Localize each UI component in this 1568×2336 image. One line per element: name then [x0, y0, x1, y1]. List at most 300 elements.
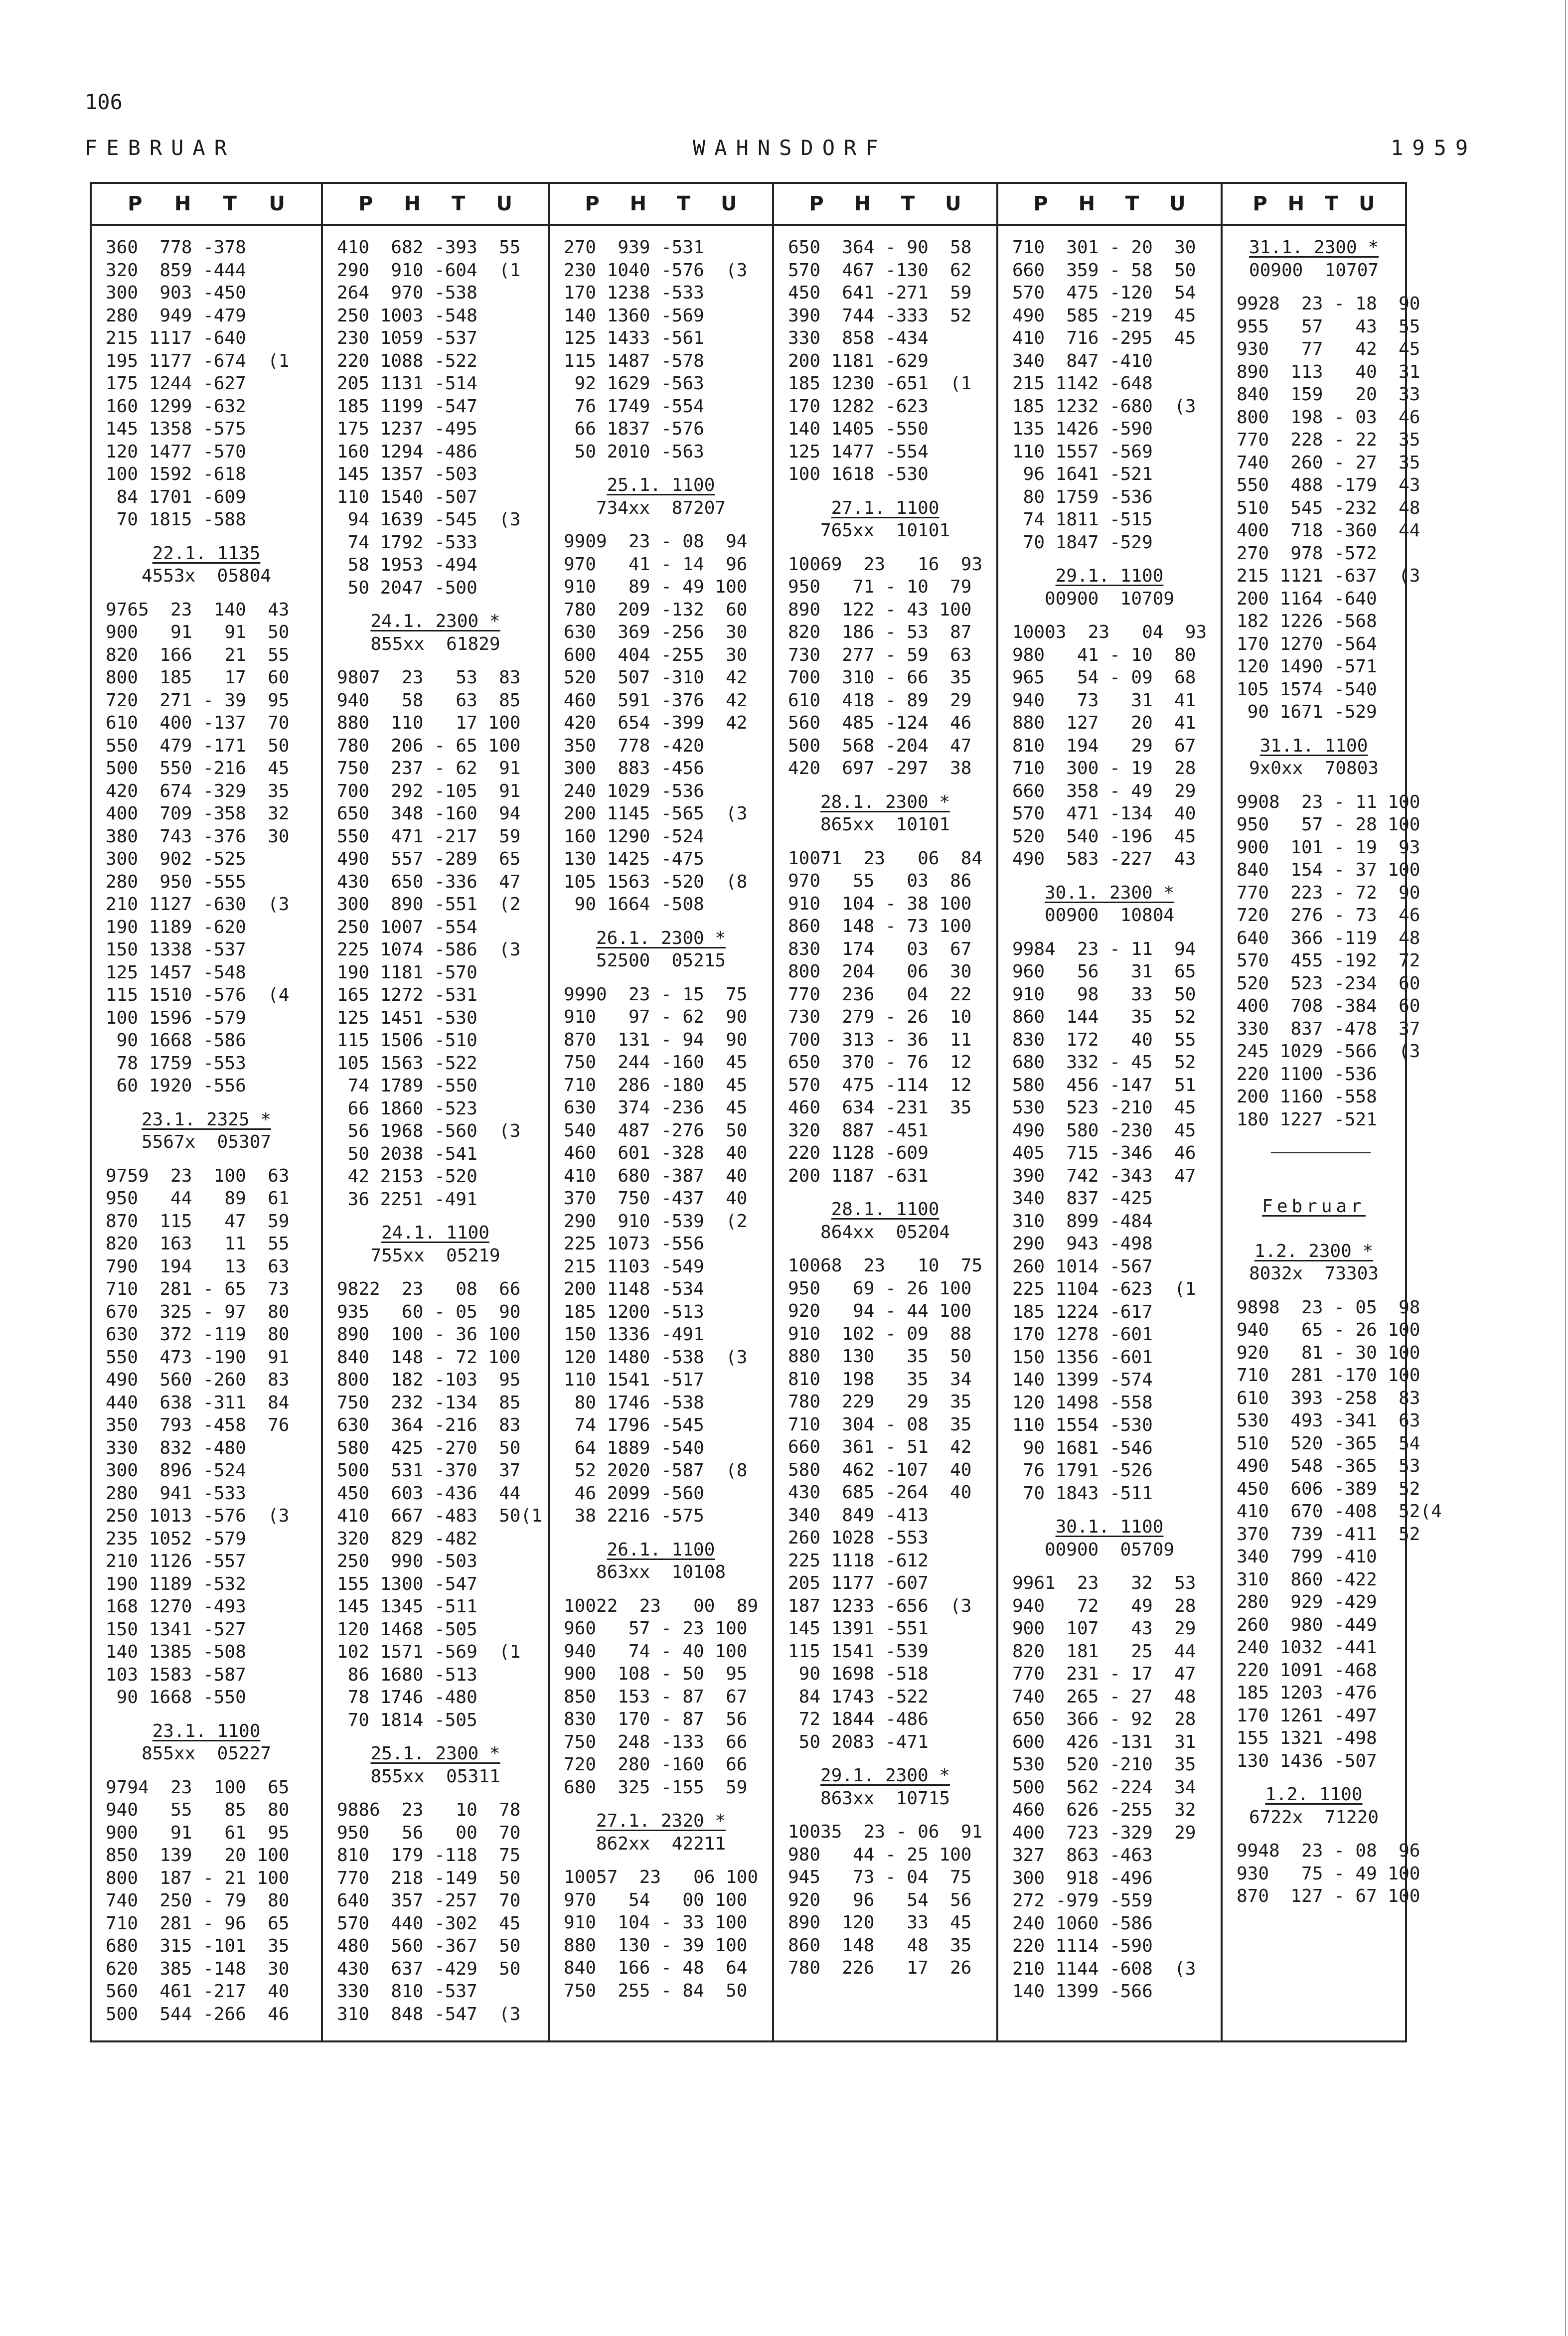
column-head [92, 184, 321, 224]
column-head [323, 184, 548, 224]
data-row: 205 1131 -514 [337, 373, 477, 394]
data-row: 870 115 47 59 [106, 1211, 290, 1232]
data-row: 90 1698 -518 [788, 1664, 929, 1684]
spacer [788, 486, 996, 497]
data-row: 300 896 -524 [106, 1460, 246, 1481]
data-row: 550 473 -190 91 [106, 1347, 290, 1368]
spacer [1237, 1229, 1405, 1240]
station-code: 765xx 10101 [820, 520, 950, 541]
data-row: 264 970 -538 [337, 283, 477, 303]
header-month: FEBRUAR [85, 136, 236, 160]
data-row: 960 56 31 65 [1012, 961, 1196, 982]
data-row: 490 548 -365 53 [1237, 1456, 1420, 1476]
data-row: 230 1059 -537 [337, 328, 477, 348]
data-row: 500 568 -204 47 [788, 735, 972, 756]
data-row: 600 426 -131 31 [1012, 1731, 1196, 1752]
data-row: 740 250 - 79 80 [106, 1890, 290, 1911]
data-row: 410 670 -408 52(4 [1237, 1501, 1442, 1522]
data-row: 330 858 -434 [788, 328, 929, 348]
data-row: 870 131 - 94 90 [564, 1029, 748, 1050]
data-row: 750 237 - 62 91 [337, 758, 521, 779]
data-row: 500 531 -370 37 [337, 1460, 521, 1481]
data-row: 700 292 -105 91 [337, 780, 521, 801]
sounding-date-time: 30.1. 2300 * [1044, 882, 1175, 903]
data-row: 840 166 - 48 64 [564, 1958, 748, 1978]
data-row: 800 182 -103 95 [337, 1370, 521, 1390]
sounding-date-time: 29.1. 2300 * [820, 1765, 950, 1786]
data-row: 270 939 -531 [564, 237, 704, 258]
data-row: 102 1571 -569 (1 [337, 1642, 521, 1662]
data-row: 935 60 - 05 90 [337, 1301, 521, 1322]
data-row: 84 1701 -609 [106, 486, 246, 507]
data-row: 9794 23 100 65 [106, 1777, 290, 1798]
data-row: 800 204 06 30 [788, 961, 972, 982]
data-row: 430 685 -264 40 [788, 1482, 972, 1503]
data-row: 860 148 - 73 100 [788, 916, 972, 936]
data-row: 10022 23 00 89 [564, 1595, 759, 1616]
column-head-u: U [721, 192, 737, 215]
data-row: 225 1104 -623 (1 [1012, 1279, 1196, 1299]
data-row: 74 1811 -515 [1012, 509, 1153, 530]
data-row: 185 1224 -617 [1012, 1301, 1153, 1322]
data-row: 460 601 -328 40 [564, 1143, 748, 1163]
spacer [564, 519, 772, 530]
data-row: 680 332 - 45 52 [1012, 1052, 1196, 1073]
column-head-u: U [1359, 192, 1375, 215]
data-row: 710 281 - 96 65 [106, 1913, 290, 1934]
data-row: 510 545 -232 48 [1237, 497, 1420, 518]
station-code: 00900 10709 [1044, 588, 1175, 609]
column-head-h: H [629, 192, 647, 215]
column-body [550, 236, 772, 2040]
data-row: 10068 23 10 75 [788, 1255, 983, 1276]
data-row: 520 540 -196 45 [1012, 826, 1196, 847]
data-row: 750 255 - 84 50 [564, 1980, 748, 2001]
data-row: 160 1299 -632 [106, 396, 246, 417]
data-row: 560 485 -124 46 [788, 713, 972, 733]
column-head [774, 184, 996, 224]
data-row: 800 185 17 60 [106, 667, 290, 688]
data-row: 780 226 17 26 [788, 1958, 972, 1978]
data-row: 970 54 00 100 [564, 1889, 748, 1910]
data-row: 145 1391 -551 [788, 1618, 929, 1639]
data-row: 50 2010 -563 [564, 441, 704, 462]
data-row: 670 325 - 97 80 [106, 1301, 290, 1322]
data-row: 880 110 17 100 [337, 713, 521, 733]
data-row: 410 682 -393 55 [337, 237, 521, 258]
data-row: 310 899 -484 [1012, 1211, 1153, 1232]
data-row: 340 847 -410 [1012, 350, 1153, 371]
data-row: 870 127 - 67 100 [1237, 1886, 1420, 1906]
data-row: 170 1261 -497 [1237, 1705, 1377, 1726]
data-row: 980 41 - 10 80 [1012, 644, 1196, 665]
data-row: 120 1498 -558 [1012, 1392, 1153, 1413]
data-row: 550 488 -179 43 [1237, 475, 1420, 495]
data-row: 390 744 -333 52 [788, 305, 972, 326]
sounding-date-time: 23.1. 2325 * [141, 1109, 272, 1130]
data-row: 710 281 - 65 73 [106, 1279, 290, 1299]
spacer [788, 1810, 996, 1821]
data-row: 168 1270 -493 [106, 1596, 246, 1617]
data-row: 800 198 - 03 46 [1237, 407, 1420, 428]
data-row: 300 903 -450 [106, 283, 246, 303]
header-year: 1959 [1391, 136, 1477, 160]
data-row: 660 359 - 58 50 [1012, 260, 1196, 281]
column-body [998, 236, 1221, 2040]
data-row: 340 849 -413 [788, 1505, 929, 1526]
data-row: 320 887 -451 [788, 1120, 929, 1141]
data-row: 320 859 -444 [106, 260, 246, 281]
data-row: 400 723 -329 29 [1012, 1822, 1196, 1843]
data-row: 10057 23 06 100 [564, 1867, 759, 1887]
spacer [106, 588, 321, 599]
data-row: 900 91 91 50 [106, 622, 290, 642]
data-row: 250 1013 -576 (3 [106, 1506, 290, 1526]
data-row: 630 369 -256 30 [564, 622, 748, 642]
data-row: 570 475 -120 54 [1012, 283, 1196, 303]
data-row: 950 57 - 28 100 [1237, 814, 1420, 835]
data-row: 780 206 - 65 100 [337, 735, 521, 756]
data-row: 260 1028 -553 [788, 1528, 929, 1548]
spacer [1012, 1505, 1221, 1516]
sounding-date-time: 26.1. 1100 [607, 1539, 715, 1560]
data-row: 660 358 - 49 29 [1012, 780, 1196, 801]
column-head-p: P [585, 192, 600, 215]
data-row: 52 2020 -587 (8 [564, 1460, 748, 1481]
data-row: 145 1345 -511 [337, 1596, 477, 1617]
data-row: 340 799 -410 [1237, 1547, 1377, 1567]
data-row: 110 1541 -517 [564, 1370, 704, 1390]
sounding-date-time: 30.1. 1100 [1055, 1517, 1164, 1537]
data-row: 450 606 -389 52 [1237, 1478, 1420, 1499]
data-row: 800 187 - 21 100 [106, 1868, 290, 1888]
column-head-h: H [1287, 192, 1305, 215]
data-row: 730 277 - 59 63 [788, 644, 972, 665]
spacer [1237, 780, 1405, 791]
spacer [337, 1267, 548, 1278]
data-row: 770 236 04 22 [788, 984, 972, 1005]
data-row: 145 1357 -503 [337, 464, 477, 484]
data-row: 200 1164 -640 [1237, 588, 1377, 609]
data-row: 810 179 -118 75 [337, 1845, 521, 1866]
data-row: 187 1233 -656 (3 [788, 1595, 972, 1616]
column-6 [1221, 184, 1442, 2040]
column-4 [772, 184, 996, 2040]
data-row: 640 366 -119 48 [1237, 928, 1420, 948]
data-row: 830 172 40 55 [1012, 1029, 1196, 1050]
column-head-h: H [1078, 192, 1096, 215]
data-row: 830 174 03 67 [788, 938, 972, 959]
data-row: 910 104 - 38 100 [788, 893, 972, 914]
data-row: 115 1510 -576 (4 [106, 985, 290, 1005]
spacer [1012, 554, 1221, 565]
data-row: 140 1405 -550 [788, 419, 929, 439]
data-row: 115 1506 -510 [337, 1030, 477, 1051]
data-row: 170 1270 -564 [1237, 633, 1377, 654]
data-row: 570 440 -302 45 [337, 1913, 521, 1934]
spacer [788, 836, 996, 847]
spacer [564, 972, 772, 983]
data-row: 370 750 -437 40 [564, 1188, 748, 1209]
data-row: 90 1671 -529 [1237, 702, 1377, 722]
data-row: 76 1791 -526 [1012, 1460, 1153, 1481]
data-row: 560 461 -217 40 [106, 1981, 290, 2002]
data-row: 960 57 - 23 100 [564, 1618, 748, 1639]
data-row: 58 1953 -494 [337, 555, 477, 575]
data-row: 80 1746 -538 [564, 1392, 704, 1413]
data-row: 90 1681 -546 [1012, 1437, 1153, 1458]
data-row: 370 739 -411 52 [1237, 1524, 1420, 1545]
station-code: 855xx 61829 [370, 633, 500, 654]
data-row: 140 1385 -508 [106, 1642, 246, 1662]
data-row: 200 1148 -534 [564, 1279, 704, 1299]
data-row: 780 229 29 35 [788, 1392, 972, 1412]
data-row: 630 374 -236 45 [564, 1097, 748, 1118]
spacer [1237, 1285, 1405, 1296]
data-row: 210 1126 -557 [106, 1551, 246, 1571]
sounding-date-time: 1.2. 1100 [1265, 1784, 1363, 1805]
data-row: 150 1338 -537 [106, 939, 246, 960]
data-row: 330 810 -537 [337, 1981, 477, 2002]
data-row: 710 300 - 19 28 [1012, 758, 1196, 779]
data-row: 200 1145 -565 (3 [564, 803, 748, 824]
data-row: 130 1436 -507 [1237, 1750, 1377, 1771]
data-row: 570 455 -192 72 [1237, 950, 1420, 971]
spacer [1012, 610, 1221, 621]
column-head-h: H [174, 192, 191, 215]
station-code: 864xx 05204 [820, 1222, 950, 1243]
data-row: 500 562 -224 34 [1012, 1777, 1196, 1798]
data-row: 450 603 -436 44 [337, 1483, 521, 1504]
data-row: 290 943 -498 [1012, 1234, 1153, 1254]
spacer [788, 780, 996, 791]
sounding-date-time: 28.1. 2300 * [820, 791, 950, 812]
data-row: 9928 23 - 18 90 [1237, 294, 1420, 314]
data-row: 200 1187 -631 [788, 1165, 929, 1186]
data-row: 250 1003 -548 [337, 305, 477, 326]
data-row: 280 950 -555 [106, 871, 246, 892]
data-row: 880 130 - 39 100 [564, 1935, 748, 1956]
data-row: 120 1490 -571 [1237, 656, 1377, 677]
sounding-date-time: 26.1. 2300 * [596, 928, 726, 948]
data-row: 120 1480 -538 (3 [564, 1347, 748, 1368]
data-row: 105 1563 -522 [337, 1053, 477, 1074]
data-row: 260 1014 -567 [1012, 1256, 1153, 1277]
data-row: 125 1451 -530 [337, 1007, 477, 1028]
data-row: 327 863 -463 [1012, 1845, 1153, 1866]
data-row: 145 1358 -575 [106, 419, 246, 439]
data-row: 235 1052 -579 [106, 1528, 246, 1549]
column-head-t: T [223, 192, 237, 215]
data-row: 410 667 -483 50(1 [337, 1506, 542, 1526]
sounding-date-time: 24.1. 1100 [381, 1223, 489, 1243]
data-row: 100 1592 -618 [106, 464, 246, 484]
data-row: 680 315 -101 35 [106, 1936, 290, 1956]
data-row: 940 74 - 40 100 [564, 1641, 748, 1662]
data-row: 9898 23 - 05 98 [1237, 1297, 1420, 1318]
data-row: 90 1668 -586 [106, 1030, 246, 1051]
data-row: 965 54 - 09 68 [1012, 667, 1196, 688]
spacer [1012, 871, 1221, 882]
data-row: 9948 23 - 08 96 [1237, 1841, 1420, 1861]
data-row: 86 1680 -513 [337, 1664, 477, 1685]
spacer [1012, 927, 1221, 938]
month-heading: Februar [1262, 1196, 1366, 1217]
data-row: 115 1487 -578 [564, 350, 704, 371]
data-row: 42 2153 -520 [337, 1166, 477, 1187]
data-row: 530 520 -210 35 [1012, 1754, 1196, 1775]
data-row: 900 107 43 29 [1012, 1618, 1196, 1639]
column-head [1223, 184, 1405, 224]
data-row: 910 104 - 33 100 [564, 1912, 748, 1933]
data-row: 36 2251 -491 [337, 1189, 477, 1210]
data-row: 290 910 -604 (1 [337, 260, 521, 281]
data-row: 9908 23 - 11 100 [1237, 791, 1420, 812]
data-row: 730 279 - 26 10 [788, 1007, 972, 1027]
spacer [106, 1765, 321, 1776]
data-row: 140 1360 -569 [564, 305, 704, 326]
data-row: 580 462 -107 40 [788, 1459, 972, 1480]
data-row: 810 194 29 67 [1012, 735, 1196, 756]
data-row: 135 1426 -590 [1012, 419, 1153, 439]
data-row: 74 1789 -550 [337, 1076, 477, 1096]
data-row: 840 148 - 72 100 [337, 1347, 521, 1368]
data-row: 310 848 -547 (3 [337, 2004, 521, 2025]
spacer [788, 1187, 996, 1198]
data-row: 900 91 61 95 [106, 1822, 290, 1843]
data-row: 90 1668 -550 [106, 1687, 246, 1708]
data-row: 980 44 - 25 100 [788, 1844, 972, 1865]
data-row: 850 153 - 87 67 [564, 1686, 748, 1707]
data-row: 900 108 - 50 95 [564, 1664, 748, 1684]
spacer [788, 1753, 996, 1764]
data-row: 940 73 31 41 [1012, 690, 1196, 711]
data-row: 610 393 -258 83 [1237, 1388, 1420, 1408]
data-row: 205 1177 -607 [788, 1573, 929, 1593]
data-row: 94 1639 -545 (3 [337, 509, 521, 530]
column-head-h: H [404, 192, 421, 215]
column-head-t: T [1125, 192, 1139, 215]
data-row: 910 102 - 09 88 [788, 1323, 972, 1344]
data-row: 105 1563 -520 (8 [564, 871, 748, 892]
data-row: 710 304 - 08 35 [788, 1414, 972, 1435]
data-row: 930 77 42 45 [1237, 339, 1420, 359]
data-row: 190 1189 -532 [106, 1573, 246, 1594]
sounding-date-time: 24.1. 2300 * [370, 611, 500, 631]
data-row: 900 101 - 19 93 [1237, 837, 1420, 858]
data-row: 9807 23 53 83 [337, 667, 521, 688]
data-row: 215 1117 -640 [106, 328, 246, 348]
station-code: 00900 10707 [1249, 260, 1379, 281]
data-row: 920 81 - 30 100 [1237, 1342, 1420, 1363]
data-row: 200 1181 -629 [788, 350, 929, 371]
data-row: 96 1641 -521 [1012, 464, 1153, 484]
column-head-p: P [128, 192, 143, 215]
data-row: 650 370 - 76 12 [788, 1052, 972, 1073]
spacer [788, 1244, 996, 1254]
data-row: 580 456 -147 51 [1012, 1075, 1196, 1095]
data-row: 300 883 -456 [564, 758, 704, 779]
station-code: 00900 05709 [1044, 1539, 1175, 1560]
column-head-t: T [452, 192, 466, 215]
spacer [1237, 1829, 1405, 1840]
data-row: 10003 23 04 93 [1012, 622, 1207, 642]
column-head-u: U [496, 192, 512, 215]
data-row: 950 69 - 26 100 [788, 1278, 972, 1299]
column-head-p: P [1033, 192, 1048, 215]
spacer [1237, 1173, 1405, 1184]
data-row: 215 1121 -637 (3 [1237, 566, 1420, 586]
data-row: 220 1088 -522 [337, 350, 477, 371]
data-row: 830 170 - 87 56 [564, 1709, 748, 1729]
spacer [106, 1154, 321, 1165]
data-row: 76 1749 -554 [564, 396, 704, 417]
data-row: 105 1574 -540 [1237, 679, 1377, 700]
station-code: 734xx 87207 [596, 497, 726, 518]
data-row: 920 96 54 56 [788, 1889, 972, 1910]
data-row: 310 860 -422 [1237, 1569, 1377, 1590]
data-row: 155 1300 -547 [337, 1573, 477, 1594]
data-row: 155 1321 -498 [1237, 1728, 1377, 1748]
data-row: 880 127 20 41 [1012, 713, 1196, 733]
column-head-p: P [809, 192, 824, 215]
data-row: 490 557 -289 65 [337, 849, 521, 869]
spacer [1237, 1218, 1405, 1229]
data-row: 740 265 - 27 48 [1012, 1686, 1196, 1707]
data-row: 110 1554 -530 [1012, 1415, 1153, 1435]
data-row: 225 1073 -556 [564, 1234, 704, 1254]
data-row: 215 1103 -549 [564, 1256, 704, 1277]
data-row: 890 113 40 31 [1237, 361, 1420, 382]
column-2 [321, 184, 548, 2040]
data-row: 880 130 35 50 [788, 1346, 972, 1367]
data-row: 125 1433 -561 [564, 328, 704, 348]
station-code: 8032x 73303 [1249, 1263, 1379, 1284]
data-row: 570 467 -130 62 [788, 260, 972, 281]
data-row: 78 1746 -480 [337, 1687, 477, 1708]
data-row: 225 1118 -612 [788, 1550, 929, 1571]
data-row: 240 1032 -441 [1237, 1637, 1377, 1658]
data-row: 550 479 -171 50 [106, 735, 290, 756]
data-row: 56 1968 -560 (3 [337, 1121, 521, 1141]
spacer [337, 599, 548, 610]
data-row: 405 715 -346 46 [1012, 1143, 1196, 1163]
data-row: 810 198 35 34 [788, 1369, 972, 1390]
data-row: 10071 23 06 84 [788, 848, 983, 869]
data-row: 940 72 49 28 [1012, 1595, 1196, 1616]
data-row: 50 2083 -471 [788, 1731, 929, 1752]
station-code: 855xx 05227 [141, 1743, 272, 1764]
data-row: 780 209 -132 60 [564, 599, 748, 620]
data-row: 720 280 -160 66 [564, 1754, 748, 1775]
data-row: 650 366 - 92 28 [1012, 1709, 1196, 1729]
data-row: 220 1100 -536 [1237, 1064, 1377, 1085]
data-row: 890 122 - 43 100 [788, 599, 972, 620]
station-code: 5567x 05307 [141, 1132, 272, 1152]
data-row: 185 1203 -476 [1237, 1683, 1377, 1703]
data-row: 530 493 -341 63 [1237, 1410, 1420, 1431]
station-code: 865xx 10101 [820, 814, 950, 835]
data-row: 70 1843 -511 [1012, 1483, 1153, 1504]
data-row: 175 1244 -627 [106, 373, 246, 394]
data-row: 680 325 -155 59 [564, 1777, 748, 1798]
data-row: 74 1796 -545 [564, 1415, 704, 1435]
data-row: 460 626 -255 32 [1012, 1800, 1196, 1820]
data-row: 9765 23 140 43 [106, 599, 290, 620]
data-row: 150 1336 -491 [564, 1324, 704, 1345]
data-row: 740 260 - 27 35 [1237, 452, 1420, 473]
data-row: 9759 23 100 63 [106, 1165, 290, 1186]
